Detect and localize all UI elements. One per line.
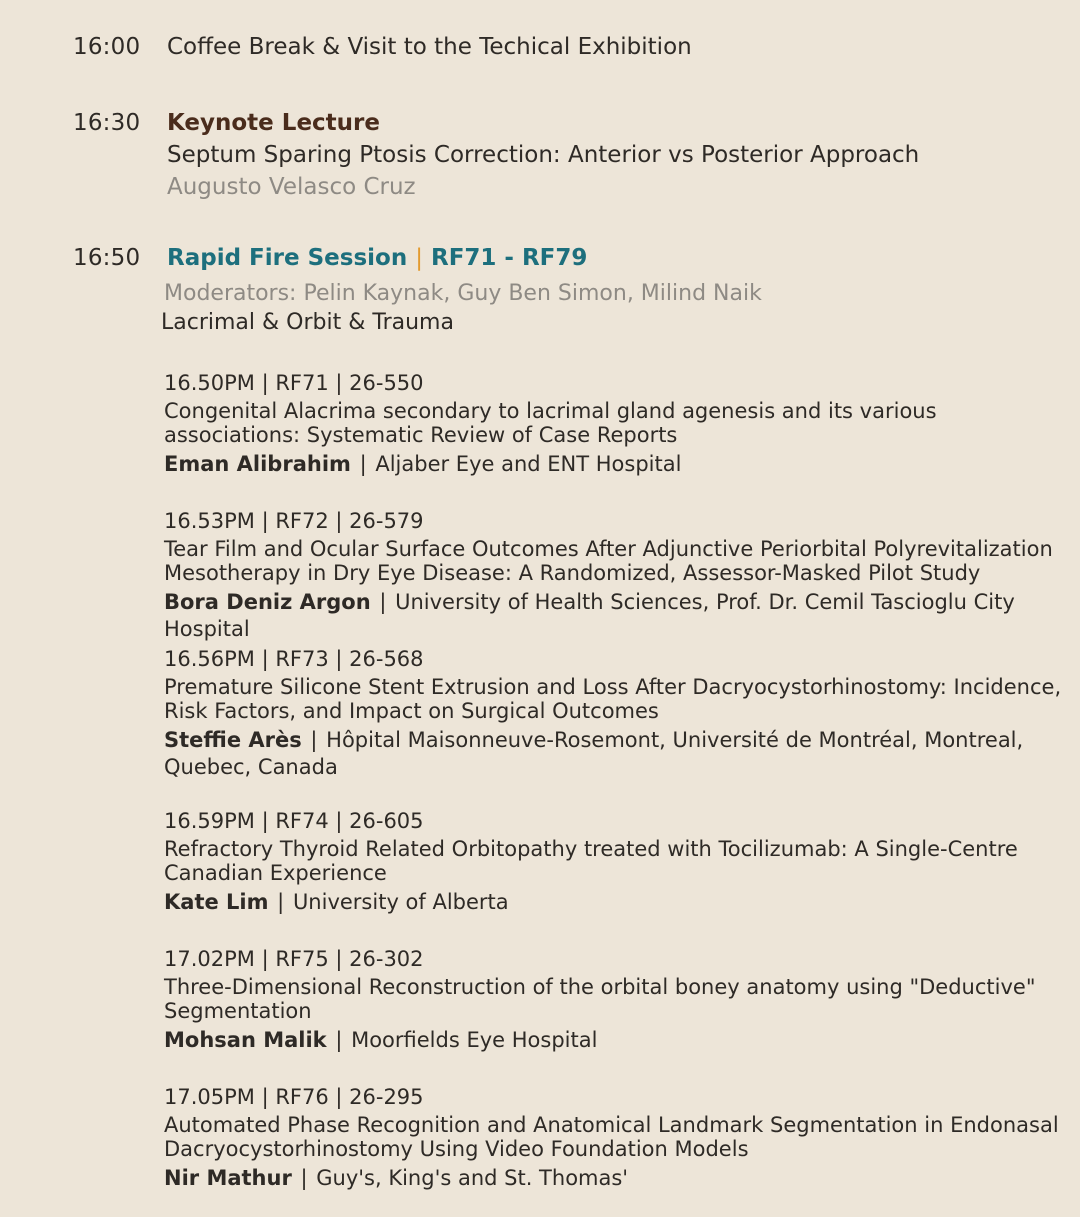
talk-author: Kate Lim | University of Alberta <box>164 890 509 914</box>
talk-meta: 17.02PM | RF75 | 26-302 <box>164 947 424 971</box>
author-affiliation: Moorfields Eye Hospital <box>351 1028 598 1052</box>
talk-meta: 17.05PM | RF76 | 26-295 <box>164 1085 424 1109</box>
author-affiliation: University of Health Sciences, Prof. Dr. Cemil Tascioglu City Hospital <box>164 590 1015 641</box>
talk-item <box>164 371 1076 478</box>
talk-meta: 16.53PM | RF72 | 26-579 <box>164 509 424 533</box>
talk-meta: 16.50PM | RF71 | 26-550 <box>164 371 424 395</box>
keynote-time: 16:30 <box>73 110 141 136</box>
rapid-fire-header <box>167 245 587 271</box>
talk-title: Automated Phase Recognition and Anatomical Landmark Segmentation in Endonasal Dacryocystorhinostomy Using Video Foundation Models <box>164 1113 1059 1161</box>
talk-author: Mohsan Malik | Moorfields Eye Hospital <box>164 1028 598 1052</box>
talk-title: Congenital Alacrima secondary to lacrimal gland agenesis and its various associations: Systematic Review of Case Reports <box>164 399 937 447</box>
talk-author: Nir Mathur | Guy's, King's and St. Thomas' <box>164 1166 629 1190</box>
coffee-title: Coffee Break & Visit to the Techical Exhibition <box>167 34 692 60</box>
keynote-speaker: Augusto Velasco Cruz <box>167 174 416 200</box>
rapid-fire-label: Rapid Fire Session <box>167 245 408 271</box>
talk-item <box>164 647 1076 781</box>
author-affiliation: Aljaber Eye and ENT Hospital <box>375 452 682 476</box>
rapid-fire-time: 16:50 <box>73 245 141 271</box>
moderators: Moderators: Pelin Kaynak, Guy Ben Simon, Milind Naik <box>164 281 762 306</box>
author-affiliation: Hôpital Maisonneuve-Rosemont, Université de Montréal, Montreal, Quebec, Canada <box>164 728 1024 779</box>
author-name: Bora Deniz Argon <box>164 590 371 614</box>
session-topic: Lacrimal & Orbit & Trauma <box>161 310 454 335</box>
talk-item <box>164 1085 1076 1192</box>
talk-title: Three-Dimensional Reconstruction of the orbital boney anatomy using "Deductive" Segmentation <box>164 975 1036 1023</box>
rapid-fire-separator: | <box>415 245 423 271</box>
talk-title: Tear Film and Ocular Surface Outcomes After Adjunctive Periorbital Polyrevitalization Mesotherapy in Dry Eye Disease: A Randomized, Assessor-Masked Pilot Study <box>164 537 1053 585</box>
author-name: Kate Lim <box>164 890 269 914</box>
author-name: Mohsan Malik <box>164 1028 327 1052</box>
talk-item <box>164 509 1076 643</box>
keynote-label: Keynote Lecture <box>167 110 380 136</box>
author-name: Eman Alibrahim <box>164 452 351 476</box>
rapid-fire-range: RF71 - RF79 <box>430 245 588 271</box>
author-name: Steffie Arès <box>164 728 302 752</box>
talk-author: Eman Alibrahim | Aljaber Eye and ENT Hospital <box>164 452 682 476</box>
author-name: Nir Mathur <box>164 1166 292 1190</box>
talk-author: Bora Deniz Argon | University of Health Sciences, Prof. Dr. Cemil Tascioglu City Hospital <box>164 590 1015 641</box>
talk-author: Steffie Arès | Hôpital Maisonneuve-Rosemont, Université de Montréal, Montreal, Quebec, Canada <box>164 728 1024 779</box>
talk-item <box>164 947 1076 1054</box>
talk-item <box>164 809 1076 916</box>
talk-title: Premature Silicone Stent Extrusion and Loss After Dacryocystorhinostomy: Incidence, Risk Factors, and Impact on Surgical Outcomes <box>164 675 1062 723</box>
talk-meta: 16.56PM | RF73 | 26-568 <box>164 647 424 671</box>
talk-meta: 16.59PM | RF74 | 26-605 <box>164 809 424 833</box>
talk-title: Refractory Thyroid Related Orbitopathy treated with Tocilizumab: A Single-Centre Canadian Experience <box>164 837 1018 885</box>
keynote-title: Septum Sparing Ptosis Correction: Anterior vs Posterior Approach <box>167 142 920 168</box>
coffee-time: 16:00 <box>73 34 141 60</box>
author-affiliation: Guy's, King's and St. Thomas' <box>316 1166 629 1190</box>
author-affiliation: University of Alberta <box>292 890 509 914</box>
